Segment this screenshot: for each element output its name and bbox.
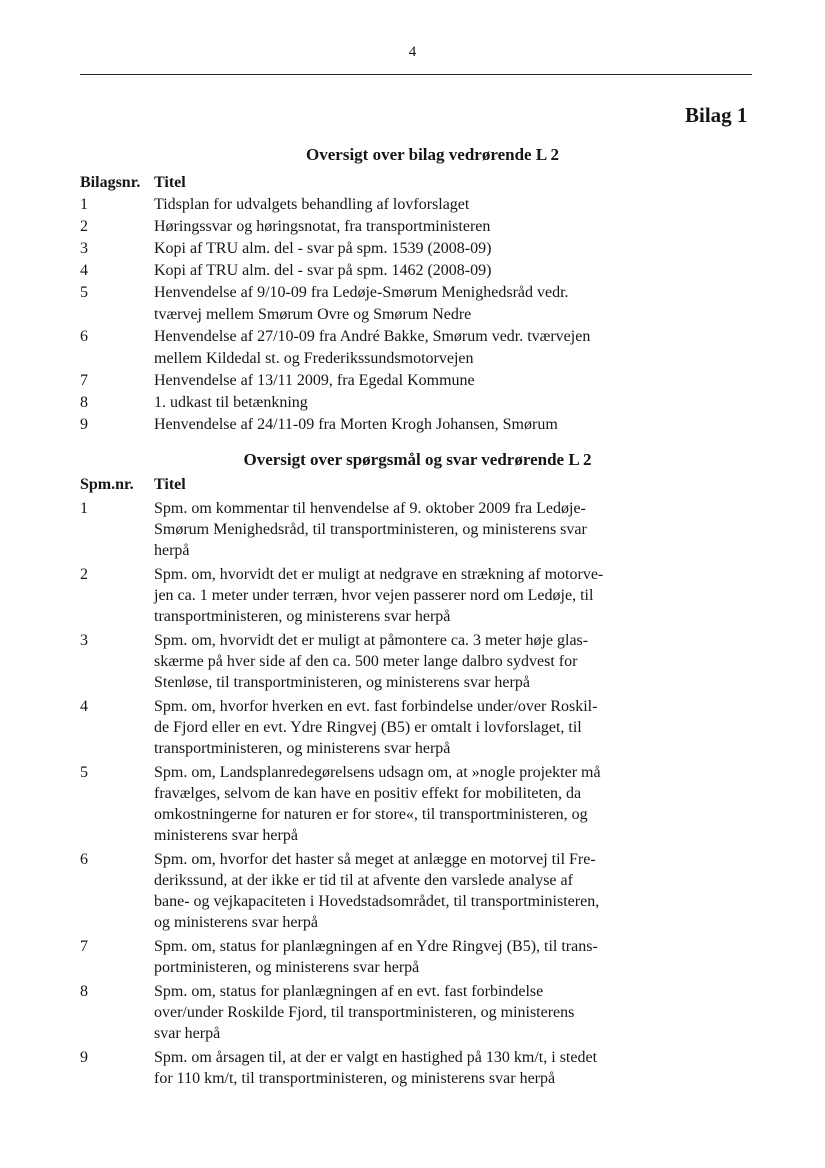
spm-title: Spm. om kommentar til henvendelse af 9. oktober 2009 fra Ledøje- Smørum Menighedsråd, til transportministeren, og ministerens svar herpå — [154, 500, 587, 559]
bilag-table — [80, 172, 640, 436]
bilag-title: 1. udkast til betænkning — [154, 394, 308, 411]
bilag-nr: 8 — [80, 394, 88, 411]
spm-nr: 6 — [80, 851, 88, 868]
bilag-nr: 9 — [80, 416, 88, 433]
bilag-nr: 5 — [80, 284, 88, 301]
bilag-section-title: Oversigt over bilag vedrørende L 2 — [306, 145, 559, 164]
bilag-row — [80, 282, 640, 326]
spm-row — [80, 762, 640, 846]
bilag-title: Henvendelse af 9/10-09 fra Ledøje-Smørum Menighedsråd vedr. tværvej mellem Smørum Ovre og Smørum Nedre — [154, 284, 569, 323]
bilag-nr: 2 — [80, 218, 88, 235]
spm-nr: 9 — [80, 1049, 88, 1066]
page-number: 4 — [408, 44, 417, 60]
spm-row — [80, 1047, 640, 1089]
bilag-title: Henvendelse af 24/11-09 fra Morten Krogh Johansen, Smørum — [154, 416, 558, 433]
spm-section-title: Oversigt over spørgsmål og svar vedrørende L 2 — [243, 450, 592, 469]
bilag-nr: 7 — [80, 372, 88, 389]
bilag-title: Henvendelse af 13/11 2009, fra Egedal Kommune — [154, 372, 475, 389]
spm-row — [80, 498, 640, 561]
spm-col-nr-header: Spm.nr. — [80, 476, 134, 493]
bilag-nr: 1 — [80, 196, 88, 213]
bilag-table-header — [80, 172, 640, 194]
spm-nr: 5 — [80, 764, 88, 781]
spm-nr: 3 — [80, 632, 88, 649]
bilag-row — [80, 194, 640, 216]
spm-col-title-header: Titel — [154, 476, 186, 493]
bilag-title: Henvendelse af 27/10-09 fra André Bakke, Smørum vedr. tværvejen mellem Kildedal st. og Frederikssundsmotorvejen — [154, 328, 591, 367]
spm-nr: 7 — [80, 938, 88, 955]
bilag-col-title-header: Titel — [154, 174, 186, 191]
bilag-row — [80, 216, 640, 238]
bilag-nr: 3 — [80, 240, 88, 257]
spm-row — [80, 696, 640, 759]
spm-title: Spm. om, hvorvidt det er muligt at påmontere ca. 3 meter høje glas- skærme på hver side af den ca. 500 meter lange dalbro sydvest for Stenløse, til transportministeren, og ministerens svar herpå — [154, 632, 589, 691]
spm-nr: 1 — [80, 500, 88, 517]
bilag-row — [80, 392, 640, 414]
spm-title: Spm. om, status for planlægningen af en Ydre Ringvej (B5), til trans- portministeren, og ministerens svar herpå — [154, 938, 598, 976]
spm-title: Spm. om, hvorfor hverken en evt. fast forbindelse under/over Roskil- de Fjord eller en evt. Ydre Ringvej (B5) er omtalt i lovforslaget, til transportministeren, og ministerens svar herpå — [154, 698, 598, 757]
spm-title: Spm. om, status for planlægningen af en evt. fast forbindelse over/under Roskilde Fjord, til transportministeren, og ministerens svar herpå — [154, 983, 575, 1042]
spm-row — [80, 981, 640, 1044]
bilag-title: Kopi af TRU alm. del - svar på spm. 1539 (2008-09) — [154, 240, 492, 257]
spm-nr: 8 — [80, 983, 88, 1000]
bilag-col-nr-header: Bilagsnr. — [80, 174, 141, 191]
bilag-nr: 6 — [80, 328, 88, 345]
spm-title: Spm. om, hvorfor det haster så meget at anlægge en motorvej til Fre- derikssund, at der ikke er tid til at afvente den varslede analyse af bane- og vejkapaciteten i Hovedstadsområdet, til transportministeren, og ministerens svar herpå — [154, 851, 600, 931]
spm-row — [80, 630, 640, 693]
spm-title: Spm. om, Landsplanredegørelsens udsagn om, at »nogle projekter må fravælges, selvom de kan have en positiv effekt for mobiliteten, da omkostningerne for naturen er for store«, til transportministeren, og ministerens svar herpå — [154, 764, 601, 844]
bilag-title: Høringssvar og høringsnotat, fra transportministeren — [154, 218, 491, 235]
spm-row — [80, 564, 640, 627]
bilag-row — [80, 326, 640, 370]
bilag-nr: 4 — [80, 262, 88, 279]
spm-table — [80, 474, 640, 1092]
annex-label: Bilag 1 — [685, 103, 748, 127]
bilag-row — [80, 414, 640, 436]
bilag-row — [80, 370, 640, 392]
spm-nr: 4 — [80, 698, 88, 715]
spm-row — [80, 936, 640, 978]
bilag-title: Kopi af TRU alm. del - svar på spm. 1462 (2008-09) — [154, 262, 492, 279]
spm-row — [80, 849, 640, 933]
bilag-row — [80, 260, 640, 282]
spm-title: Spm. om årsagen til, at der er valgt en hastighed på 130 km/t, i stedet for 110 km/t, til transportministeren, og ministerens svar herpå — [154, 1049, 598, 1087]
spm-table-header — [80, 474, 640, 496]
header-rule — [80, 74, 752, 75]
spm-nr: 2 — [80, 566, 88, 583]
bilag-title: Tidsplan for udvalgets behandling af lovforslaget — [154, 196, 470, 213]
spm-title: Spm. om, hvorvidt det er muligt at nedgrave en strækning af motorve- jen ca. 1 meter under terræn, hvor vejen passerer nord om Ledøje, til transportministeren, og ministerens svar herpå — [154, 566, 604, 625]
bilag-row — [80, 238, 640, 260]
